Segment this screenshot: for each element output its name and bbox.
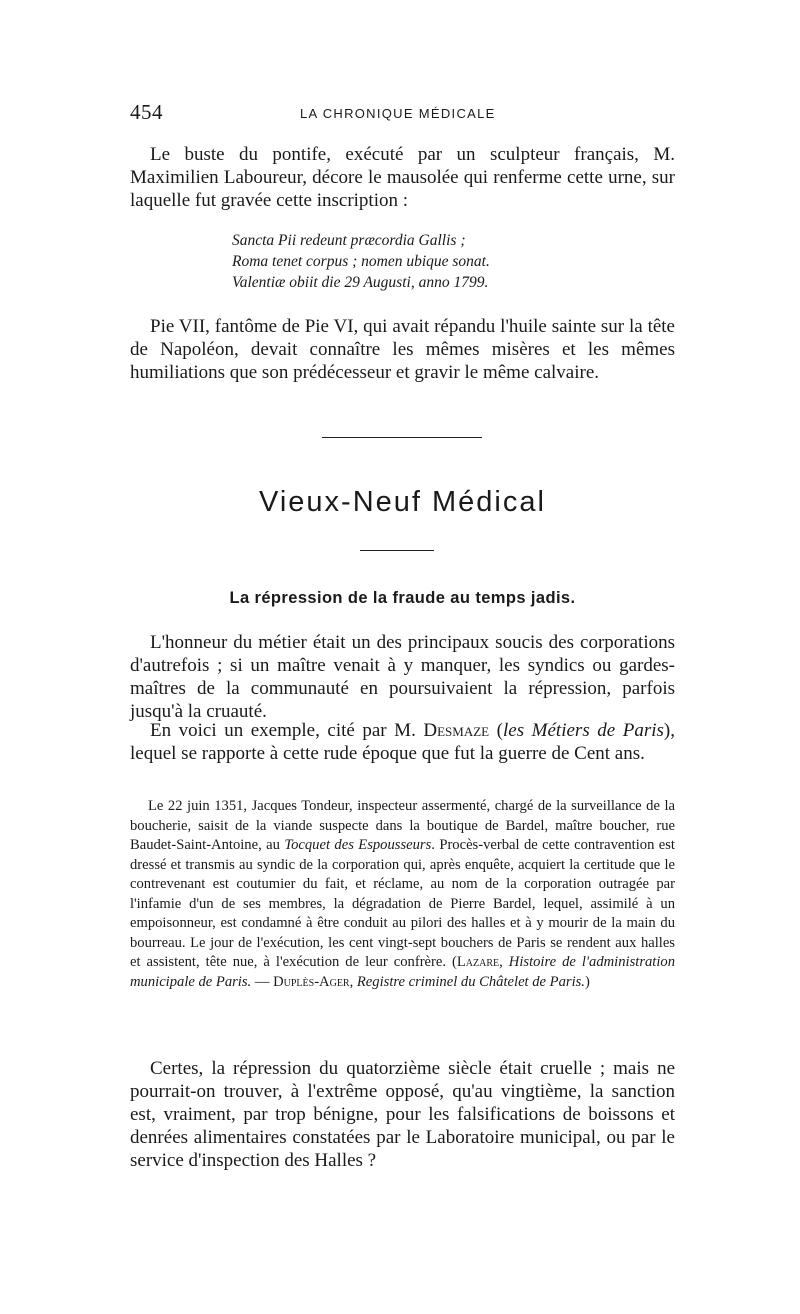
title-underline	[360, 550, 434, 551]
inscription-line: Roma tenet corpus ; nomen ubique sonat.	[232, 253, 490, 270]
text-run: En voici un exemple, cité par M.	[150, 720, 424, 741]
author-name: Desmaze	[423, 720, 490, 741]
paragraph-text	[130, 719, 675, 765]
section-divider	[322, 437, 482, 438]
source-title: Histoire de l'administration municipale de Paris.	[130, 954, 675, 990]
paragraph-example	[130, 719, 675, 765]
text-run: )	[584, 973, 590, 990]
text-run: . Procès-verbal de cette contravention est dressé et transmis au syndic de la corporation qui, après enquête, acquiert la certitude que le contrevenant est coutumier du fait, et réclame, au nom de la corporation outragée par l'infamie d'un de ses membres, la dégradation de Pierre Bardel, lequel, assimilé à un empoisonneur, est condamné à être conduit au pilori des halles et à y mourir de la main du bourreau. Le jour de l'exécution, les cent vingt-sept bouchers de Paris se rendent aux halles et assistent, tête nue, à l'exécution de leur confrère. (	[130, 837, 675, 970]
text-run: ,	[349, 973, 357, 990]
paragraph-pius-vii	[130, 315, 675, 384]
running-title: LA CHRONIQUE MÉDICALE	[300, 106, 496, 121]
text-run: (	[489, 720, 504, 741]
quote-text	[130, 797, 675, 992]
work-title: les Métiers de Paris	[503, 720, 664, 741]
paragraph-conclusion	[130, 1057, 675, 1172]
source-author: Duplès-Ager	[273, 973, 350, 990]
text-run: —	[251, 973, 274, 990]
page-number: 454	[130, 100, 163, 124]
article-subtitle: La répression de la fraude au temps jadis.	[229, 589, 576, 607]
text-run: ), lequel se rapporte à cette rude époque que fut la guerre de Cent ans.	[130, 720, 675, 764]
paragraph-text: L'honneur du métier était un des principaux soucis des corporations d'autrefois ; si un maître venait à y manquer, les syndics ou gardes-maîtres de la communauté en poursuivaient la répression, parfois jusqu'à la cruauté.	[130, 632, 675, 722]
paragraph-text: Le buste du pontife, exécuté par un sculpteur français, M. Maximilien Laboureur, décore le mausolée qui renferme cette urne, sur laquelle fut gravée cette inscription :	[130, 144, 675, 211]
section-title: Vieux-Neuf Médical	[259, 486, 546, 518]
text-run: ,	[499, 954, 509, 970]
quoted-passage	[130, 797, 675, 992]
source-author: Lazare	[456, 954, 500, 970]
text-run: Le 22 juin 1351, Jacques Tondeur, inspecteur assermenté, chargé de la surveillance de la boucherie, saisit de la viande suspecte dans la boutique de Bardel, maître boucher, rue Baudet-Saint-Antoine, au	[130, 798, 675, 853]
place-name: Tocquet des Espousseurs	[284, 837, 432, 853]
page-header	[130, 100, 675, 124]
paragraph-corporations	[130, 631, 675, 723]
source-title: Registre criminel du Châtelet de Paris.	[356, 973, 585, 990]
paragraph-bust	[130, 143, 675, 212]
inscription-line: Sancta Pii redeunt præcordia Gallis ;	[232, 232, 466, 249]
latin-inscription	[232, 230, 672, 293]
inscription-line: Valentiæ obiit die 29 Augusti, anno 1799.	[232, 274, 489, 291]
paragraph-text: Pie VII, fantôme de Pie VI, qui avait répandu l'huile sainte sur la tête de Napoléon, devait connaître les mêmes misères et les mêmes humiliations que son prédécesseur et gravir le même calvaire.	[130, 316, 675, 383]
paragraph-text: Certes, la répression du quatorzième siècle était cruelle ; mais ne pourrait-on trouver, à l'extrême opposé, qu'au vingtième, la sanction est, vraiment, par trop bénigne, pour les falsifications de boissons et denrées alimentaires constatées par le Laboratoire municipal, ou par le service d'inspection des Halles ?	[130, 1058, 675, 1171]
